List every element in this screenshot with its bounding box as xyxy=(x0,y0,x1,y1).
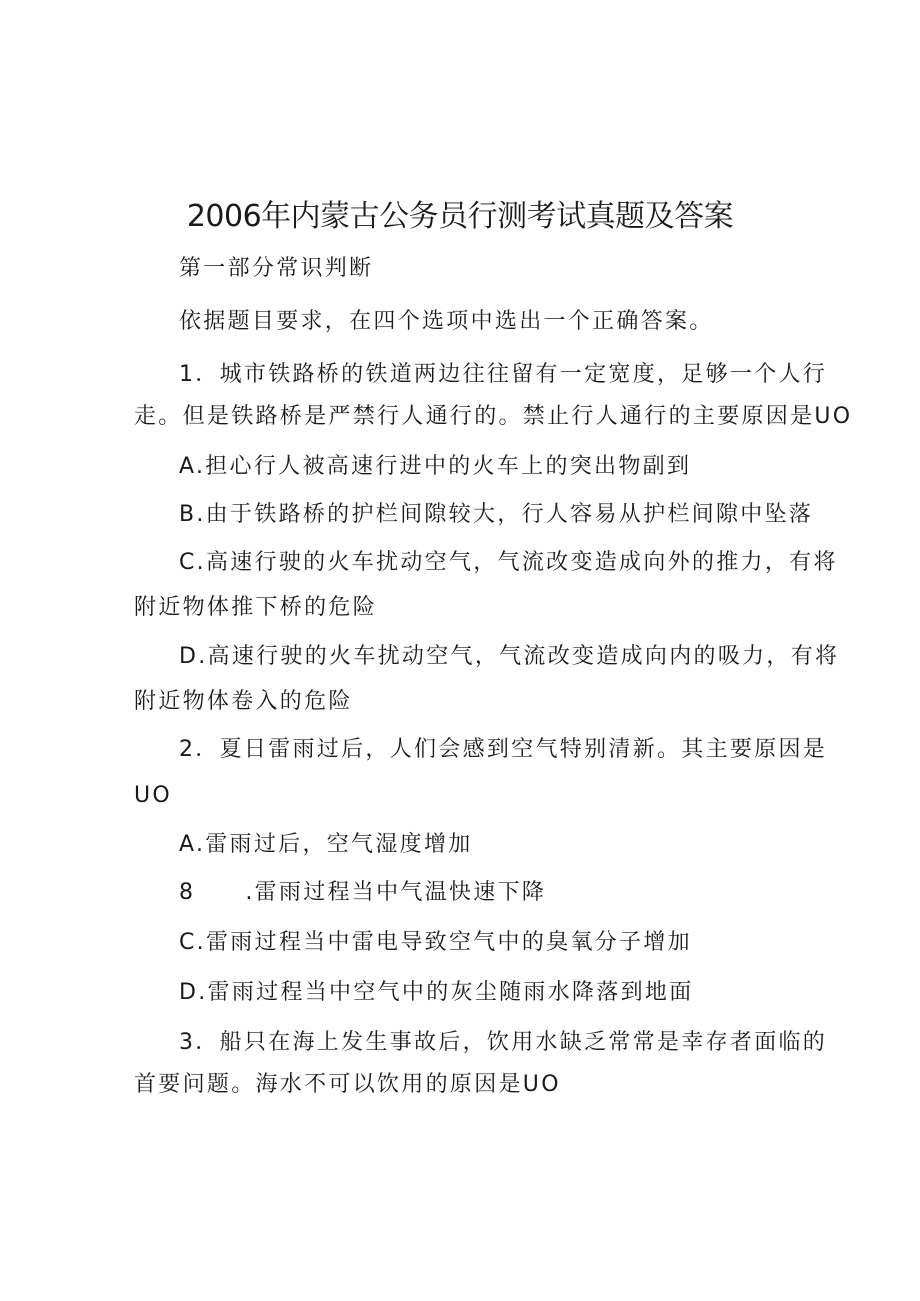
question-1-option-c-line-1: C.高速行驶的火车扰动空气，气流改变造成向外的推力，有将 xyxy=(179,550,838,575)
question-1-option-b: B.由于铁路桥的护栏间隙较大，行人容易从护栏间隙中坠落 xyxy=(179,502,814,527)
question-2-option-a: A.雷雨过后，空气湿度增加 xyxy=(179,832,473,857)
question-2-option-b xyxy=(179,877,546,909)
section-heading: 第一部分常识判断 xyxy=(179,256,374,281)
instruction-text: 依据题目要求，在四个选项中选出一个正确答案。 xyxy=(179,309,714,334)
question-2-option-d: D.雷雨过程当中空气中的灰尘随雨水降落到地面 xyxy=(179,980,694,1005)
question-1-option-c-line-2: 附近物体推下桥的危险 xyxy=(134,595,378,620)
question-1-stem-line-2: 走。但是铁路桥是严禁行人通行的。禁止行人通行的主要原因是UO xyxy=(134,404,853,429)
question-2-option-b-text: .雷雨过程当中气温快速下降 xyxy=(245,880,547,905)
question-3-stem-line-2: 首要问题。海水不可以饮用的原因是UO xyxy=(134,1072,561,1097)
question-1-option-d-line-1: D.高速行驶的火车扰动空气，气流改变造成向内的吸力，有将 xyxy=(179,644,840,669)
question-1-stem-line-1: 1．城市铁路桥的铁道两边往往留有一定宽度，足够一个人行 xyxy=(179,362,828,387)
document-title: 2006年内蒙古公务员行测考试真题及答案 xyxy=(186,199,734,234)
question-2-stem-line-2: UO xyxy=(134,783,173,808)
question-1-option-d-line-2: 附近物体卷入的危险 xyxy=(134,689,353,714)
question-2-option-b-marker: 8 xyxy=(179,880,196,905)
question-1-option-a: A.担心行人被高速行进中的火车上的突出物副到 xyxy=(179,454,692,479)
question-3-stem-line-1: 3．船只在海上发生事故后，饮用水缺乏常常是幸存者面临的 xyxy=(179,1030,828,1055)
question-2-option-c: C.雷雨过程当中雷电导致空气中的臭氧分子增加 xyxy=(179,930,692,955)
question-2-stem-line-1: 2．夏日雷雨过后，人们会感到空气特别清新。其主要原因是 xyxy=(179,737,828,762)
